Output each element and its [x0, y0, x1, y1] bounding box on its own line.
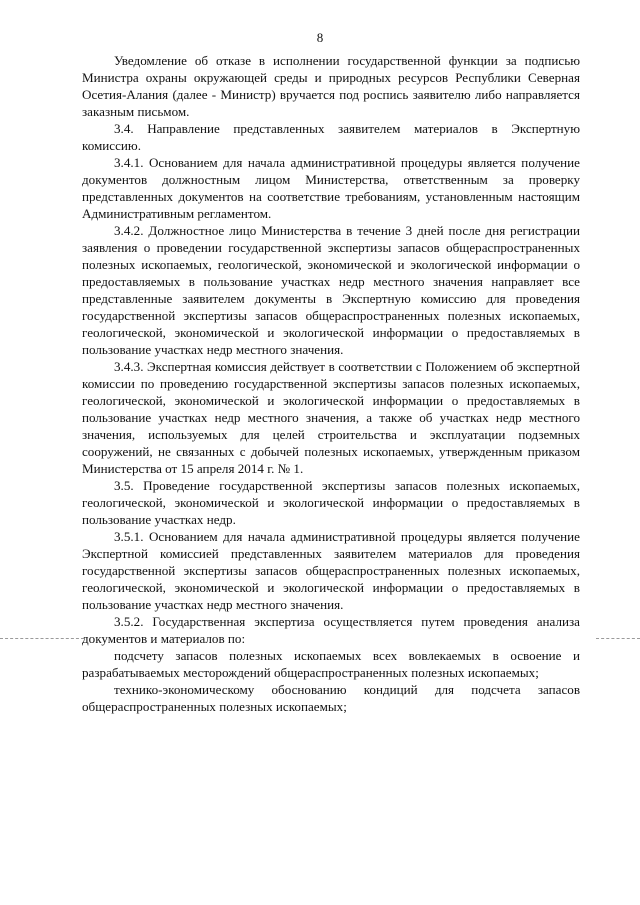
list-item-feasibility-study: технико-экономическому обоснованию кондиций для подсчета запасов общераспространенных полезных ископаемых;	[82, 682, 580, 714]
paragraph-3-5: 3.5. Проведение государственной экспертизы запасов полезных ископаемых, геологической, экономической и экологической информации о предоставляемых в пользование участках недр.	[82, 478, 580, 527]
document-body	[82, 52, 580, 715]
scan-fold-line-right	[596, 638, 640, 639]
paragraph-3-5-1: 3.5.1. Основанием для начала административной процедуры является получение Экспертной комиссией представленных заявителем материалов для проведения государственной экспертизы запасов общераспространенных полезных ископаемых, геологической, экономической и экологической информации о предоставляемых в пользование участках недр местного значения.	[82, 529, 580, 612]
list-item-reserves-calculation: подсчету запасов полезных ископаемых всех вовлекаемых в освоение и разрабатываемых месторождений общераспространенных полезных ископаемых;	[82, 648, 580, 680]
paragraph-3-5-2: 3.5.2. Государственная экспертиза осуществляется путем проведения анализа документов и материалов по:	[82, 614, 580, 646]
paragraph-3-4-3: 3.4.3. Экспертная комиссия действует в соответствии с Положением об экспертной комиссии по проведению государственной экспертизы запасов полезных ископаемых, геологической, экономической и экологической информации о предоставляемых в пользование участках недр местного значения, а также об участках недр местного значения, используемых для целей строительства и эксплуатации подземных сооружений, не связанных с добычей полезных ископаемых, утвержденным приказом Министерства от 15 апреля 2014 г. № 1.	[82, 359, 580, 476]
page-number: 8	[316, 30, 324, 45]
paragraph-3-4-2: 3.4.2. Должностное лицо Министерства в течение 3 дней после дня регистрации заявления о проведении государственной экспертизы запасов общераспространенных полезных ископаемых, геологической, экономической и экологической информации о предоставляемых в пользование участках недр местного значения направляет все представленные заявителем документы в Экспертную комиссию для проведения государственной экспертизы запасов общераспространенных полезных ископаемых, геологической, экономической и экологической информации о предоставляемых в пользование участках недр местного значения.	[82, 223, 580, 357]
paragraph-notification: Уведомление об отказе в исполнении государственной функции за подписью Министра охраны окружающей среды и природных ресурсов Республики Северная Осетия-Алания (далее - Министр) вручается под роспись заявителю либо направляется заказным письмом.	[82, 53, 580, 119]
scan-fold-line-left	[0, 638, 84, 639]
paragraph-3-4-1: 3.4.1. Основанием для начала административной процедуры является получение документов должностным лицом Министерства, ответственным за проверку представленных документов на соответствие требованиям, установленным настоящим Административным регламентом.	[82, 155, 580, 221]
paragraph-3-4: 3.4. Направление представленных заявителем материалов в Экспертную комиссию.	[82, 121, 580, 153]
